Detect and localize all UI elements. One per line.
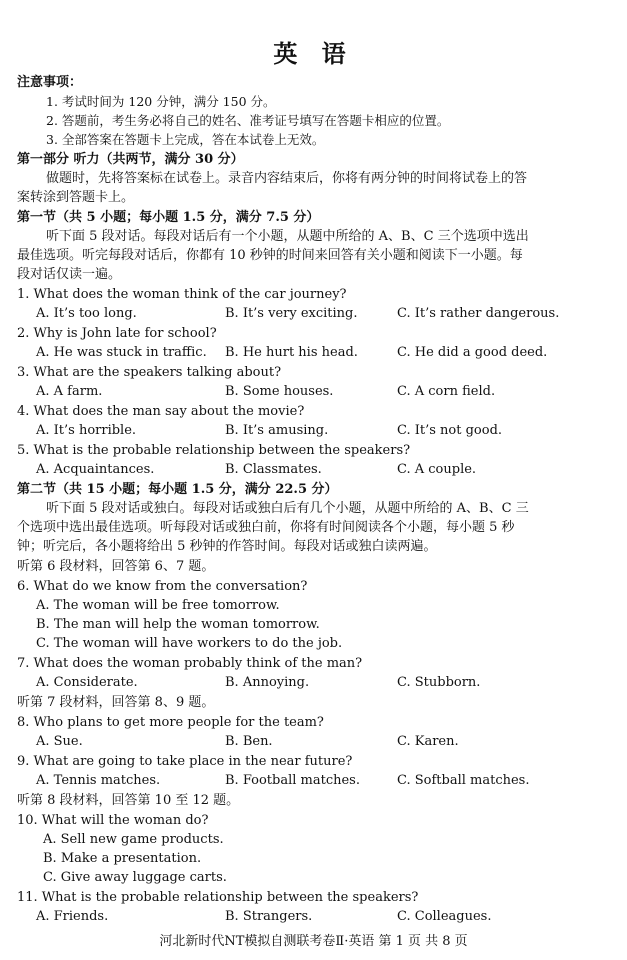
question-10-option-b: B. Make a presentation. xyxy=(43,851,202,866)
question-8-stem: 8. Who plans to get more people for the team? xyxy=(17,715,324,730)
question-6-option-c: C. The woman will have workers to do the job. xyxy=(36,636,343,651)
question-6-stem: 6. What do we know from the conversation? xyxy=(17,579,308,594)
question-1-option-a: A. It’s too long. xyxy=(36,306,137,321)
section2-intro-line1: 听下面 5 段对话或独白。每段对话或独白后有几个小题，从题中所给的 A、B、C 三 xyxy=(46,501,529,516)
question-7-option-a: A. Considerate. xyxy=(36,675,138,690)
material-6-instruction: 听第 6 段材料，回答第 6、7 题。 xyxy=(17,559,215,574)
section2-intro-line2: 个选项中选出最佳选项。听每段对话或独白前，你将有时间阅读各个小题，每小题 5 秒 xyxy=(17,520,515,535)
question-8-option-b: B. Ben. xyxy=(225,734,273,749)
question-1-option-c: C. It’s rather dangerous. xyxy=(397,306,560,321)
question-5-option-b: B. Classmates. xyxy=(225,462,322,477)
question-4-option-c: C. It’s not good. xyxy=(397,423,503,438)
material-7-instruction: 听第 7 段材料，回答第 8、9 题。 xyxy=(17,695,215,710)
question-1-option-b: B. It’s very exciting. xyxy=(225,306,358,321)
question-2-option-a: A. He was stuck in traffic. xyxy=(36,345,207,360)
question-3-option-b: B. Some houses. xyxy=(225,384,334,399)
notice-heading: 注意事项： xyxy=(17,75,83,90)
question-9-stem: 9. What are going to take place in the near future? xyxy=(17,754,353,769)
page-title: 英 语 xyxy=(273,39,354,68)
part1-heading: 第一部分 听力（共两节，满分 30 分） xyxy=(17,152,244,167)
question-4-option-b: B. It’s amusing. xyxy=(225,423,329,438)
question-4-stem: 4. What does the man say about the movie? xyxy=(17,404,305,419)
question-9-option-a: A. Tennis matches. xyxy=(36,773,161,788)
question-7-option-c: C. Stubborn. xyxy=(397,675,481,690)
question-11-stem: 11. What is the probable relationship between the speakers? xyxy=(17,890,419,905)
question-11-option-c: C. Colleagues. xyxy=(397,909,492,924)
page-footer: 河北新时代NT模拟自测联考卷Ⅱ·英语 第 1 页 共 8 页 xyxy=(159,934,468,949)
question-11-option-b: B. Strangers. xyxy=(225,909,313,924)
question-2-option-b: B. He hurt his head. xyxy=(225,345,358,360)
question-8-option-c: C. Karen. xyxy=(397,734,459,749)
section2-intro-line3: 钟；听完后，各小题将给出 5 秒钟的作答时间。每段对话或独白读两遍。 xyxy=(17,539,437,554)
notice-item-1: 1. 考试时间为 120 分钟，满分 150 分。 xyxy=(46,94,276,109)
question-9-option-c: C. Softball matches. xyxy=(397,773,530,788)
question-5-option-a: A. Acquaintances. xyxy=(36,462,155,477)
section1-intro-line3: 段对话仅读一遍。 xyxy=(17,267,122,282)
notice-item-3: 3. 全部答案在答题卡上完成，答在本试卷上无效。 xyxy=(46,132,325,147)
question-5-option-c: C. A couple. xyxy=(397,462,477,477)
question-7-stem: 7. What does the woman probably think of the man? xyxy=(17,656,363,671)
question-7-option-b: B. Annoying. xyxy=(225,675,310,690)
question-2-option-c: C. He did a good deed. xyxy=(397,345,548,360)
question-2-stem: 2. Why is John late for school? xyxy=(17,326,217,341)
question-3-option-c: C. A corn field. xyxy=(397,384,496,399)
question-10-option-c: C. Give away luggage carts. xyxy=(43,870,227,885)
section2-heading: 第二节（共 15 小题；每小题 1.5 分，满分 22.5 分） xyxy=(17,482,338,497)
question-1-stem: 1. What does the woman think of the car journey? xyxy=(17,287,347,302)
question-9-option-b: B. Football matches. xyxy=(225,773,360,788)
part1-intro-line2: 案转涂到答题卡上。 xyxy=(17,190,135,205)
section1-heading: 第一节（共 5 小题；每小题 1.5 分，满分 7.5 分） xyxy=(17,210,320,225)
section1-intro-line1: 听下面 5 段对话。每段对话后有一个小题，从题中所给的 A、B、C 三个选项中选出 xyxy=(46,229,529,244)
question-5-stem: 5. What is the probable relationship between the speakers? xyxy=(17,443,411,458)
material-8-instruction: 听第 8 段材料，回答第 10 至 12 题。 xyxy=(17,793,240,808)
question-11-option-a: A. Friends. xyxy=(36,909,109,924)
question-4-option-a: A. It’s horrible. xyxy=(36,423,137,438)
part1-intro-line1: 做题时，先将答案标在试卷上。录音内容结束后，你将有两分钟的时间将试卷上的答 xyxy=(46,171,528,186)
notice-item-2: 2. 答题前，考生务必将自己的姓名、准考证号填写在答题卡相应的位置。 xyxy=(46,113,450,128)
section1-intro-line2: 最佳选项。听完每段对话后，你都有 10 秒钟的时间来回答有关小题和阅读下一小题。每 xyxy=(17,248,523,263)
question-8-option-a: A. Sue. xyxy=(36,734,83,749)
question-10-stem: 10. What will the woman do? xyxy=(17,813,209,828)
question-6-option-a: A. The woman will be free tomorrow. xyxy=(36,598,280,613)
question-6-option-b: B. The man will help the woman tomorrow. xyxy=(36,617,320,632)
question-10-option-a: A. Sell new game products. xyxy=(43,832,224,847)
question-3-option-a: A. A farm. xyxy=(36,384,103,399)
question-3-stem: 3. What are the speakers talking about? xyxy=(17,365,282,380)
